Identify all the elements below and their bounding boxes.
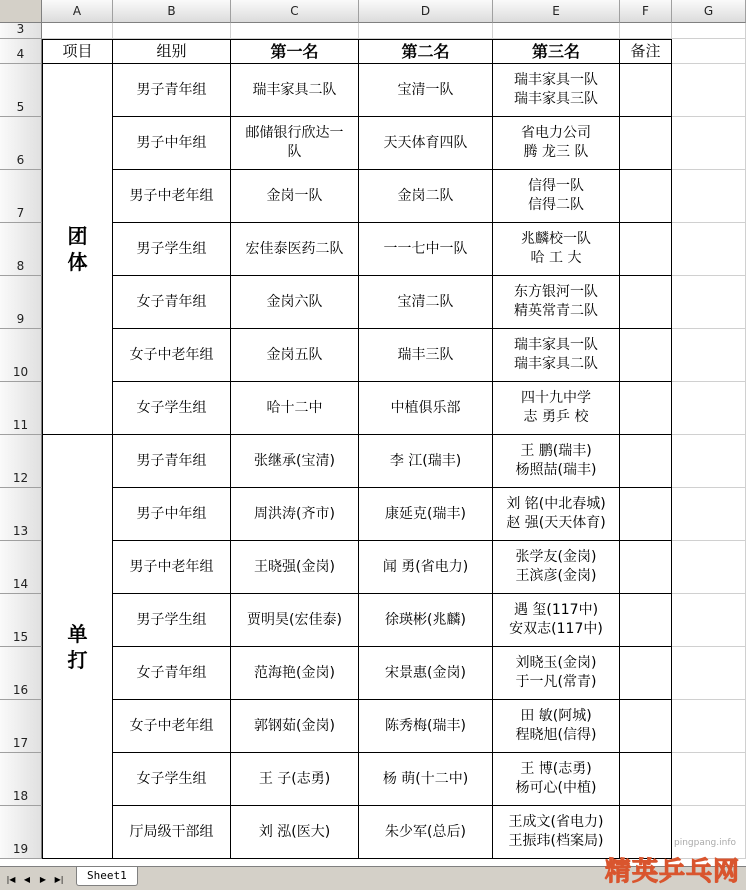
second-place-cell[interactable]: 中植俱乐部 — [359, 382, 493, 435]
empty-cell[interactable] — [672, 329, 746, 382]
second-place-cell[interactable]: 宋景惠(金岗) — [359, 647, 493, 700]
second-place-cell[interactable]: 宝清二队 — [359, 276, 493, 329]
third-place-cell[interactable]: 王成文(省电力) 王振玮(档案局) — [493, 806, 620, 859]
prev-sheet-icon[interactable]: ◀ — [23, 874, 31, 884]
first-place-cell[interactable]: 王晓强(金岗) — [231, 541, 359, 594]
empty-cell[interactable] — [672, 64, 746, 117]
watermark-url: pingpang.info — [673, 838, 736, 848]
second-place-cell[interactable]: 朱少军(总后) — [359, 806, 493, 859]
third-place-cell[interactable]: 王 博(志勇) 杨可心(中植) — [493, 753, 620, 806]
second-place-cell[interactable]: 金岗二队 — [359, 170, 493, 223]
first-place-cell[interactable]: 瑞丰家具二队 — [231, 64, 359, 117]
column-header-c[interactable]: C — [231, 0, 359, 23]
empty-cell[interactable] — [672, 647, 746, 700]
group-cell[interactable]: 厅局级干部组 — [113, 806, 231, 859]
third-place-cell[interactable]: 刘晓玉(金岗) 于一凡(常青) — [493, 647, 620, 700]
note-cell[interactable] — [620, 223, 672, 276]
group-cell[interactable]: 男子学生组 — [113, 223, 231, 276]
row-header-19[interactable]: 19 — [0, 806, 42, 859]
empty-cell[interactable] — [672, 594, 746, 647]
row-header-11[interactable]: 11 — [0, 382, 42, 435]
first-place-cell[interactable]: 周洪涛(齐市) — [231, 488, 359, 541]
next-sheet-icon[interactable]: ▶ — [39, 874, 47, 884]
group-cell[interactable]: 男子中年组 — [113, 117, 231, 170]
group-cell[interactable]: 女子青年组 — [113, 647, 231, 700]
empty-cell[interactable] — [672, 700, 746, 753]
first-place-cell[interactable]: 金岗一队 — [231, 170, 359, 223]
empty-cell[interactable] — [493, 23, 620, 39]
second-place-cell[interactable]: 徐瑛彬(兆麟) — [359, 594, 493, 647]
note-cell[interactable] — [620, 700, 672, 753]
note-cell[interactable] — [620, 329, 672, 382]
row-header-18[interactable]: 18 — [0, 753, 42, 806]
empty-cell[interactable] — [672, 488, 746, 541]
second-place-cell[interactable]: 天天体育四队 — [359, 117, 493, 170]
second-place-cell[interactable]: 闻 勇(省电力) — [359, 541, 493, 594]
row-header-6[interactable]: 6 — [0, 117, 42, 170]
row-header-4[interactable]: 4 — [0, 39, 42, 64]
empty-cell[interactable] — [672, 541, 746, 594]
group-cell[interactable]: 女子学生组 — [113, 382, 231, 435]
note-cell[interactable] — [620, 541, 672, 594]
note-cell[interactable] — [620, 170, 672, 223]
row-header-16[interactable]: 16 — [0, 647, 42, 700]
note-cell[interactable] — [620, 753, 672, 806]
group-cell[interactable]: 女子中老年组 — [113, 700, 231, 753]
first-place-cell[interactable]: 郭钢茹(金岗) — [231, 700, 359, 753]
header-item[interactable]: 项目 — [42, 39, 113, 64]
select-all-corner[interactable] — [0, 0, 42, 23]
row-header-10[interactable]: 10 — [0, 329, 42, 382]
note-cell[interactable] — [620, 594, 672, 647]
empty-cell[interactable] — [42, 23, 113, 39]
row-header-9[interactable]: 9 — [0, 276, 42, 329]
first-place-cell[interactable]: 邮储银行欣达一 队 — [231, 117, 359, 170]
header-group[interactable]: 组别 — [113, 39, 231, 64]
group-cell[interactable]: 女子学生组 — [113, 753, 231, 806]
empty-cell[interactable] — [672, 23, 746, 39]
first-place-cell[interactable]: 王 子(志勇) — [231, 753, 359, 806]
first-sheet-icon[interactable]: |◀ — [6, 874, 16, 884]
category-cell[interactable]: 团 体 — [42, 64, 113, 435]
row-header-14[interactable]: 14 — [0, 541, 42, 594]
empty-cell[interactable] — [620, 23, 672, 39]
row-header-15[interactable]: 15 — [0, 594, 42, 647]
first-place-cell[interactable]: 范海艳(金岗) — [231, 647, 359, 700]
third-place-cell[interactable]: 遇 玺(117中) 安双志(117中) — [493, 594, 620, 647]
first-place-cell[interactable]: 刘 泓(医大) — [231, 806, 359, 859]
watermark-logo — [590, 838, 740, 888]
second-place-cell[interactable]: 一一七中一队 — [359, 223, 493, 276]
first-place-cell[interactable]: 贾明昊(宏佳泰) — [231, 594, 359, 647]
empty-cell[interactable] — [359, 23, 493, 39]
row-header-3[interactable]: 3 — [0, 23, 42, 39]
column-header-f[interactable]: F — [620, 0, 672, 23]
category-cell[interactable]: 单 打 — [42, 435, 113, 859]
note-cell[interactable] — [620, 488, 672, 541]
note-cell[interactable] — [620, 647, 672, 700]
second-place-cell[interactable]: 宝清一队 — [359, 64, 493, 117]
second-place-cell[interactable]: 李 江(瑞丰) — [359, 435, 493, 488]
empty-cell[interactable] — [672, 382, 746, 435]
empty-cell[interactable] — [672, 39, 746, 64]
header-first-place[interactable]: 第一名 — [231, 39, 359, 64]
group-cell[interactable]: 男子中年组 — [113, 488, 231, 541]
row-header-12[interactable]: 12 — [0, 435, 42, 488]
third-place-cell[interactable]: 田 敏(阿城) 程晓旭(信得) — [493, 700, 620, 753]
group-cell[interactable]: 男子青年组 — [113, 64, 231, 117]
first-place-cell[interactable]: 张继承(宝清) — [231, 435, 359, 488]
watermark-text: 精英乒乓网 — [604, 857, 740, 887]
second-place-cell[interactable]: 康延克(瑞丰) — [359, 488, 493, 541]
row-header-7[interactable]: 7 — [0, 170, 42, 223]
second-place-cell[interactable]: 瑞丰三队 — [359, 329, 493, 382]
third-place-cell[interactable]: 东方银河一队 精英常青二队 — [493, 276, 620, 329]
second-place-cell[interactable]: 陈秀梅(瑞丰) — [359, 700, 493, 753]
first-place-cell[interactable]: 宏佳泰医药二队 — [231, 223, 359, 276]
group-cell[interactable]: 男子中老年组 — [113, 541, 231, 594]
column-header-b[interactable]: B — [113, 0, 231, 23]
last-sheet-icon[interactable]: ▶| — [54, 874, 64, 884]
third-place-cell[interactable]: 四十九中学 志 勇乒 校 — [493, 382, 620, 435]
third-place-cell[interactable]: 信得一队 信得二队 — [493, 170, 620, 223]
row-header-8[interactable]: 8 — [0, 223, 42, 276]
empty-cell[interactable] — [672, 753, 746, 806]
group-cell[interactable]: 女子青年组 — [113, 276, 231, 329]
column-header-a[interactable]: A — [42, 0, 113, 23]
empty-cell[interactable] — [231, 23, 359, 39]
first-place-cell[interactable]: 哈十二中 — [231, 382, 359, 435]
first-place-cell[interactable]: 金岗六队 — [231, 276, 359, 329]
header-third-place[interactable]: 第三名 — [493, 39, 620, 64]
note-cell[interactable] — [620, 382, 672, 435]
third-place-cell[interactable]: 省电力公司 腾 龙三 队 — [493, 117, 620, 170]
empty-cell[interactable] — [672, 170, 746, 223]
sheet-tab[interactable]: Sheet1 — [76, 867, 138, 886]
third-place-cell[interactable]: 刘 铭(中北春城) 赵 强(天天体育) — [493, 488, 620, 541]
empty-cell[interactable] — [672, 117, 746, 170]
header-second-place[interactable]: 第二名 — [359, 39, 493, 64]
row-header-5[interactable]: 5 — [0, 64, 42, 117]
row-header-17[interactable]: 17 — [0, 700, 42, 753]
note-cell[interactable] — [620, 64, 672, 117]
group-cell[interactable]: 男子青年组 — [113, 435, 231, 488]
third-place-cell[interactable]: 瑞丰家具一队 瑞丰家具三队 — [493, 64, 620, 117]
empty-cell[interactable] — [672, 435, 746, 488]
empty-cell[interactable] — [113, 23, 231, 39]
first-place-cell[interactable]: 金岗五队 — [231, 329, 359, 382]
second-place-cell[interactable]: 杨 萌(十二中) — [359, 753, 493, 806]
header-note[interactable]: 备注 — [620, 39, 672, 64]
note-cell[interactable] — [620, 117, 672, 170]
empty-cell[interactable] — [672, 223, 746, 276]
column-header-g[interactable]: G — [672, 0, 746, 23]
row-header-13[interactable]: 13 — [0, 488, 42, 541]
note-cell[interactable] — [620, 276, 672, 329]
note-cell[interactable] — [620, 435, 672, 488]
third-place-cell[interactable]: 兆麟校一队 哈 工 大 — [493, 223, 620, 276]
group-cell[interactable]: 女子中老年组 — [113, 329, 231, 382]
empty-cell[interactable] — [672, 276, 746, 329]
third-place-cell[interactable]: 王 鹏(瑞丰) 杨照喆(瑞丰) — [493, 435, 620, 488]
column-header-d[interactable]: D — [359, 0, 493, 23]
group-cell[interactable]: 男子中老年组 — [113, 170, 231, 223]
third-place-cell[interactable]: 瑞丰家具一队 瑞丰家具二队 — [493, 329, 620, 382]
third-place-cell[interactable]: 张学友(金岗) 王滨彦(金岗) — [493, 541, 620, 594]
column-header-e[interactable]: E — [493, 0, 620, 23]
group-cell[interactable]: 男子学生组 — [113, 594, 231, 647]
